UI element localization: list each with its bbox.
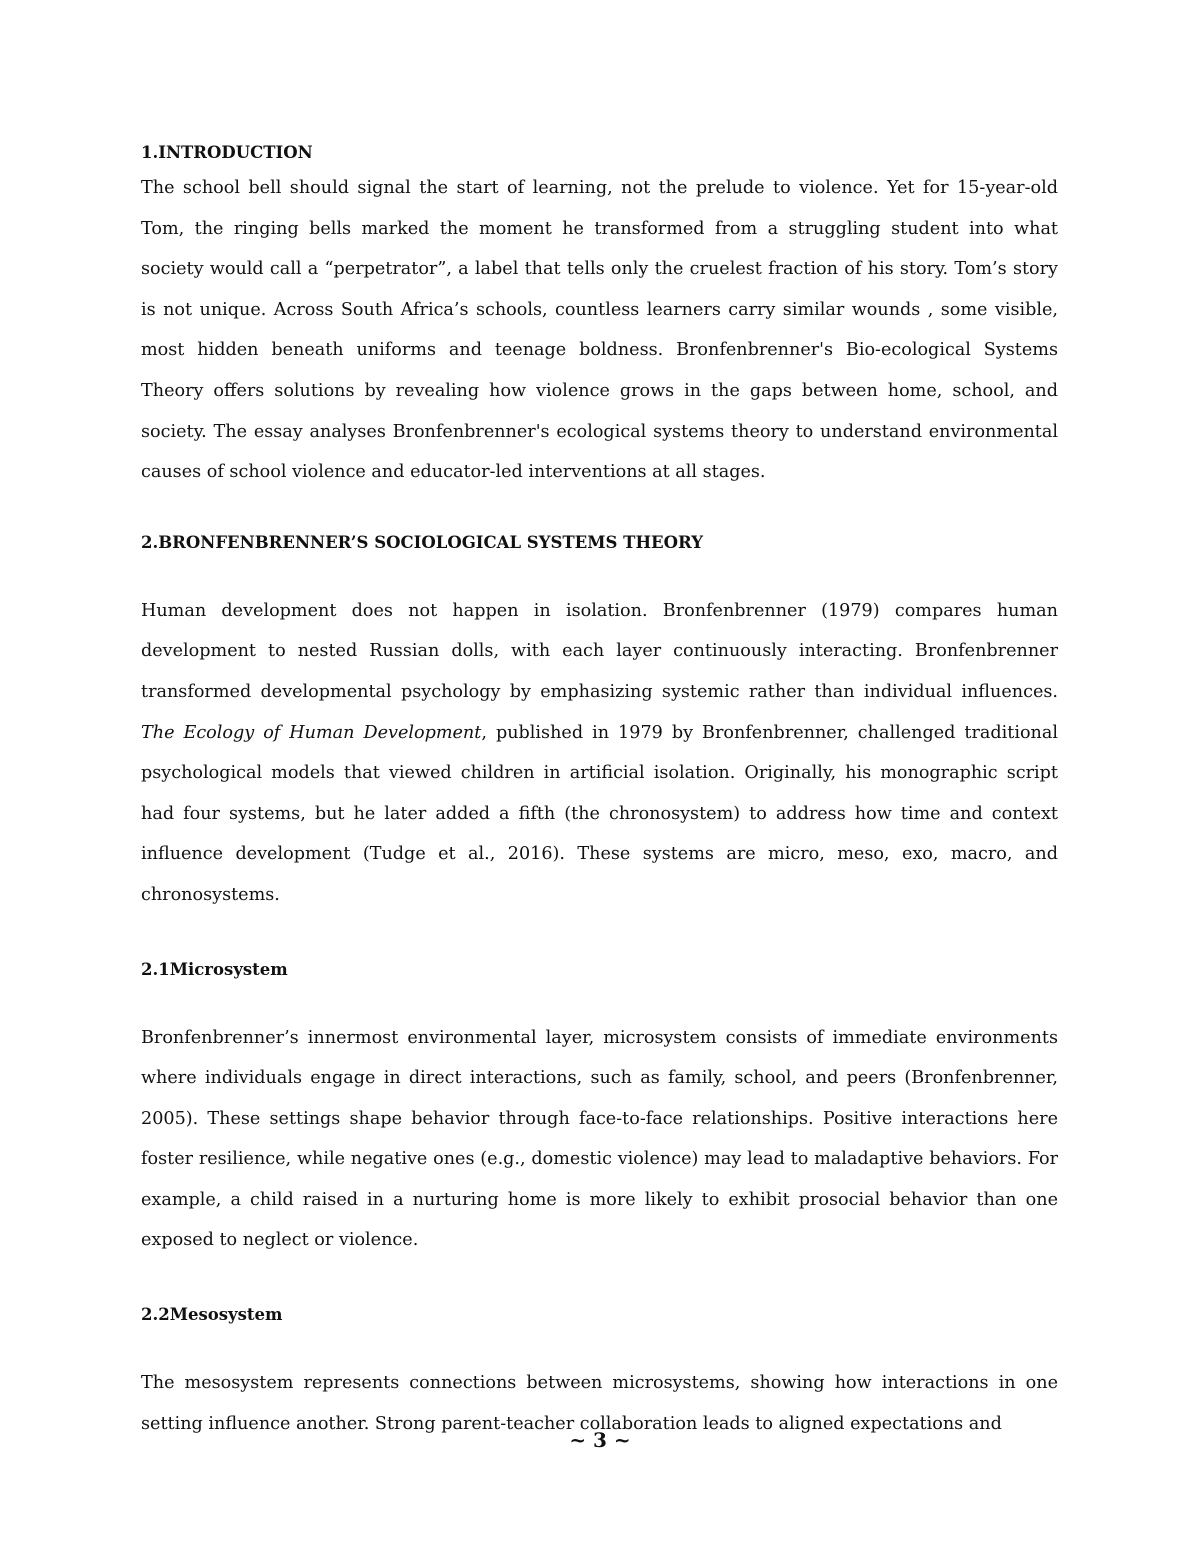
paragraph-microsystem: Bronfenbrenner’s innermost environmental layer, microsystem consists of immediate environments where individuals engage in direct interactions, such as family, school, and peers (Bronfenbrenner, 2005). These settings shape behavior through face-to-face relationships. Positive interactions here foster resilience, while negative ones (e.g., domestic violence) may lead to maladaptive behaviors. For example, a child raised in a nurturing home is more likely to exhibit prosocial behavior than one exposed to neglect or violence. [141,1027,1058,1251]
paragraph-introduction: The school bell should signal the start of learning, not the prelude to violence. Yet for 15-year-old Tom, the ringing bells marked the moment he transformed from a struggling student into what society would call a “perpetrator”, a label that tells only the cruelest fraction of his story. Tom’s story is not unique. Across South Africa’s schools, countless learners carry similar wounds , some visible, most hidden beneath uniforms and teenage boldness. Bronfenbrenner's Bio-ecological Systems Theory offers solutions by revealing how violence grows in the gaps between home, school, and society. The essay analyses Bronfenbrenner's ecological systems theory to understand environmental causes of school violence and educator-led interventions at all stages. [141,178,1058,483]
paragraph-theory [141,591,1058,916]
page-number: ~ 3 ~ [569,1428,631,1452]
paragraph-mesosystem: The mesosystem represents connections between microsystems, showing how interactions in one setting influence another. Strong parent-teacher collaboration leads to aligned expectations and [141,1373,1058,1434]
section-heading-introduction: 1.INTRODUCTION [141,143,313,162]
paragraph-theory-part-2: , published in 1979 by Bronfenbrenner, challenged traditional psychological models that viewed children in artificial isolation. Originally, his monographic script had four systems, but he later added a fifth (the chronosystem) to address how time and context influence development (Tudge et al., 2016). These systems are micro, meso, exo, macro, and chronosystems. [141,722,1058,905]
book-title: The Ecology of Human Development [141,722,482,743]
section-heading-microsystem: 2.1Microsystem [141,959,288,979]
section-heading-theory: 2.BRONFENBRENNER’S SOCIOLOGICAL SYSTEMS THEORY [141,532,703,552]
paragraph-theory-part-1: Human development does not happen in isolation. Bronfenbrenner (1979) compares human development to nested Russian dolls, with each layer continuously interacting. Bronfenbrenner transformed developmental psychology by emphasizing systemic rather than individual influences. [141,600,1058,702]
document-page [141,136,1058,1444]
section-heading-mesosystem: 2.2Mesosystem [141,1305,283,1325]
